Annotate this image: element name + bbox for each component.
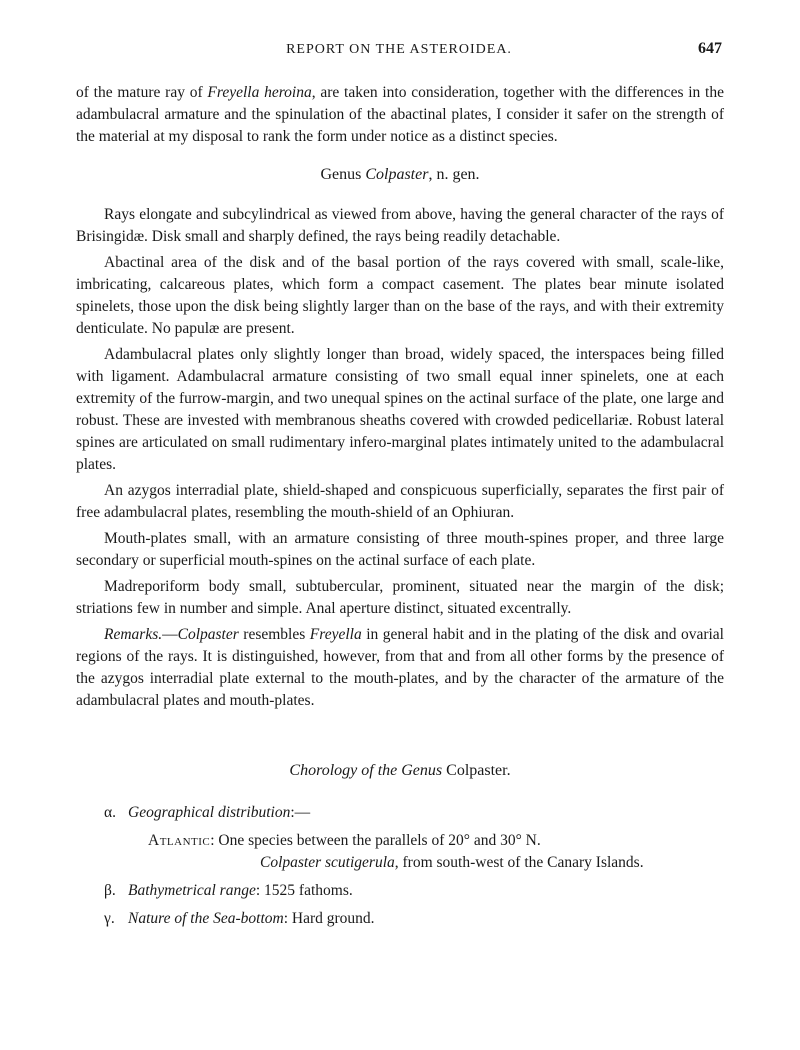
intro-text-1: of the mature ray of xyxy=(76,84,208,101)
geo-suffix: :— xyxy=(290,804,311,821)
bathy-title: Bathymetrical range xyxy=(128,882,256,899)
remarks-text-1: resembles xyxy=(238,626,310,643)
bottom-label: γ. xyxy=(104,910,115,927)
geo-title: Geographical distribution xyxy=(128,804,291,821)
region-line xyxy=(148,830,724,852)
bathy-value: : 1525 fathoms. xyxy=(255,882,353,899)
intro-paragraph xyxy=(76,82,724,148)
remarks-genus-1: Colpaster xyxy=(177,626,239,643)
intro-species: Freyella heroina xyxy=(207,84,312,101)
remarks-dash: — xyxy=(162,626,178,643)
geo-label: α. xyxy=(104,804,116,821)
bathymetrical-range xyxy=(104,880,724,902)
genus-heading xyxy=(76,164,724,186)
intro-text-2: , are taken into consideration, together with the differences in the adambulacral armature and the spinulation of the abactinal plates, I consider it safer on the strength of the material at my disposal to rank the form under notice as a distinct species. xyxy=(76,84,724,145)
remarks-genus-2: Freyella xyxy=(309,626,362,643)
remarks-paragraph xyxy=(76,624,724,712)
running-head xyxy=(76,42,722,62)
chorology-heading xyxy=(76,760,724,782)
paragraph-madreporiform: Madreporiform body small, subtubercular, prominent, situated near the margin of the disk; striations few in number and simple. Anal aperture distinct, situated excentrally. xyxy=(76,578,724,617)
bottom-title: Nature of the Sea-bottom xyxy=(128,910,284,927)
running-title: REPORT ON THE ASTEROIDEA. xyxy=(286,42,512,57)
remarks-text-2: in general habit and in the plating of the disk and ovarial regions of the rays. It is distinguished, however, from that and from all other forms by the presence of the azygos interradial plate external to the mouth-plates, and by the character of the armature of the adambulacral plates and mouth-plates. xyxy=(76,626,724,709)
geographical-distribution xyxy=(104,802,724,824)
chorology-heading-genus: Colpaster. xyxy=(442,762,511,779)
genus-heading-prefix: Genus xyxy=(320,166,366,183)
page-number: 647 xyxy=(698,40,722,57)
paragraph-mouth-plates: Mouth-plates small, with an armature consisting of three mouth-spines proper, and three large secondary or superficial mouth-spines on the actinal surface of each plate. xyxy=(76,530,724,569)
paragraph-rays: Rays elongate and subcylindrical as viewed from above, having the general character of the rays of Brisingidæ. Disk small and sharply defined, the rays being readily detachable. xyxy=(76,206,724,245)
species-locality: , from south-west of the Canary Islands. xyxy=(394,854,644,871)
sea-bottom xyxy=(104,908,724,930)
paragraph-azygos: An azygos interradial plate, shield-shaped and conspicuous superficially, separates the first pair of free adambulacral plates, resembling the mouth-shield of an Ophiuran. xyxy=(76,482,724,521)
body-text xyxy=(76,82,724,930)
remarks-label: Remarks. xyxy=(104,626,163,643)
paragraph-adambulacral: Adambulacral plates only slightly longer than broad, widely spaced, the interspaces being filled with ligament. Adambulacral armature consisting of two small equal inner spinelets, one at each extremity of the furrow-margin, and two unequal spines on the actinal surface of the plate, one large and robust. These are invested with membranous sheaths covered with crowded pedicellariæ. Robust lateral spines are articulated on small rudimentary infero-marginal plates intimately united to the adambulacral plates. xyxy=(76,346,724,473)
species-name: Colpaster scutigerula xyxy=(260,854,395,871)
region-text: : One species between the parallels of 20° and 30° N. xyxy=(210,832,541,849)
genus-heading-suffix: , n. gen. xyxy=(428,166,480,183)
bottom-value: : Hard ground. xyxy=(283,910,375,927)
paragraph-abactinal: Abactinal area of the disk and of the basal portion of the rays covered with small, scale-like, imbricating, calcareous plates, which form a compact casement. The plates bear minute isolated spinelets, those upon the disk being slightly larger than on the base of the rays, and with their extremity denticulate. No papulæ are present. xyxy=(76,254,724,337)
region-name: Atlantic xyxy=(148,832,211,849)
chorology-heading-italic: Chorology of the Genus xyxy=(289,762,443,779)
bathy-label: β. xyxy=(104,882,116,899)
species-line xyxy=(260,852,724,874)
genus-heading-name: Colpaster xyxy=(365,166,429,183)
